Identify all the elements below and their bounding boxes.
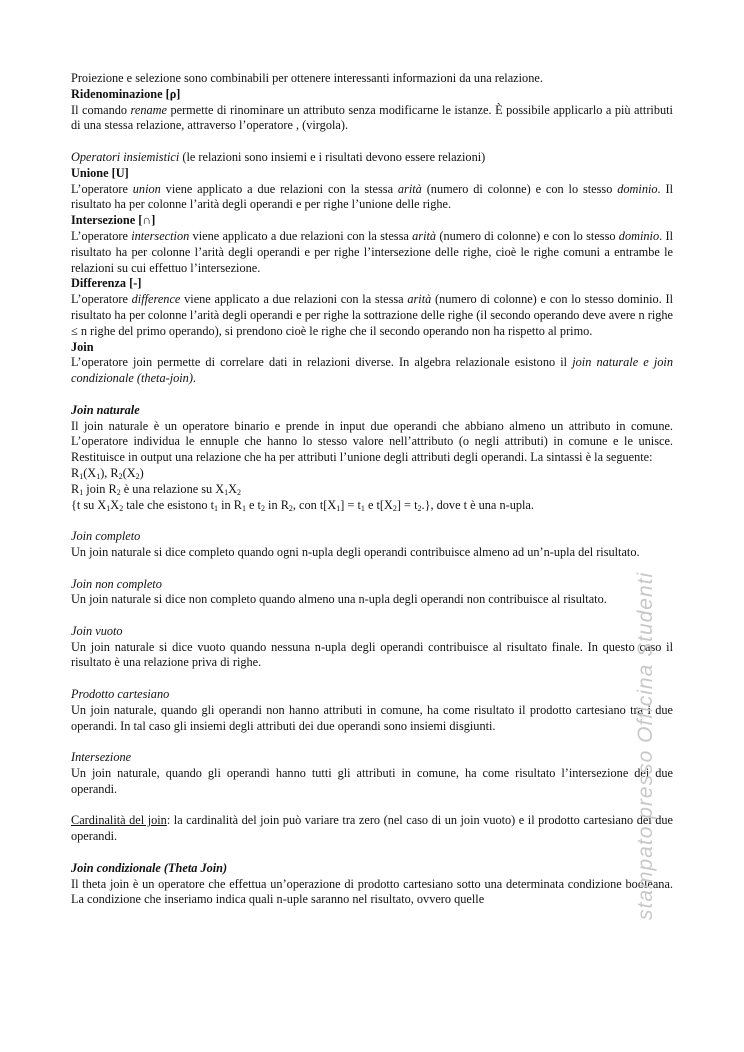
subscript: 1 (336, 503, 341, 513)
formula-text: R (71, 481, 80, 496)
term: arità (407, 292, 432, 307)
document-page (71, 71, 673, 908)
formula-text: e t[X (364, 497, 393, 512)
term: arità (412, 228, 437, 243)
heading-ridenominazione: Ridenominazione [ρ] (71, 86, 181, 101)
heading-intersezione: Intersezione [∩] (71, 213, 156, 228)
subscript: 1 (214, 503, 219, 513)
heading-join-completo: Join completo (71, 529, 141, 544)
term: join naturale e join condizionale (theta-join) (71, 355, 673, 386)
subscript: 1 (79, 487, 84, 497)
paragraph-join-vuoto: Un join naturale si dice vuoto quando nessuna n-upla degli operandi contribuisce al risultato finale. In questo caso il risultato è una relazione priva di righe. (71, 639, 673, 670)
text: L’operatore (71, 292, 132, 307)
heading-differenza: Differenza [-] (71, 276, 142, 291)
formula-join (71, 482, 673, 498)
subscript: 2 (237, 487, 242, 497)
text: . (192, 371, 196, 386)
subscript: 2 (392, 503, 397, 513)
paragraph-join-non-completo: Un join naturale si dice non completo quando almeno una n-upla degli operandi non contribuisce al risultato. (71, 592, 607, 607)
formula-definition (71, 498, 673, 514)
heading-join-naturale: Join naturale (71, 402, 140, 417)
paragraph-cardinalita (71, 813, 673, 845)
subscript: 1 (241, 503, 246, 513)
text: (numero di colonne) e con lo stesso (436, 228, 619, 243)
paragraph-intersezione (71, 229, 673, 276)
subscript: 1 (224, 487, 229, 497)
formula-text: ] = t (340, 497, 361, 512)
formula-text: in R (264, 497, 289, 512)
text: : la cardinalità del join può variare tra zero (nel caso di un join vuoto) e il prodotto cartesiano dei due operandi. (71, 813, 674, 844)
heading-unione: Unione [U] (71, 165, 129, 180)
text: viene applicato a due relazioni con la stessa (180, 292, 408, 307)
paragraph-theta-join: Il theta join è un operatore che effettua un’operazione di prodotto cartesiano sotto una determinata condizione booleana. La condizione che inseriamo indica quali n-uple saranno nel risultato, ovvero quelle (71, 876, 673, 907)
watermark: stampato presso Officina Studenti (634, 571, 657, 920)
text: L’operatore (71, 181, 133, 196)
paragraph-intersezione-join: Un join naturale, quando gli operandi hanno tutti gli attributi in comune, ha come risultato l’intersezione dei due operandi. (71, 766, 673, 796)
formula-text: è una relazione su X (120, 481, 225, 496)
term-operatori-insiemistici: Operatori insiemistici (71, 149, 180, 164)
intro-paragraph: Proiezione e selezione sono combinabili per ottenere interessanti informazioni da una relazione. (71, 71, 543, 85)
text: viene applicato a due relazioni con la stessa (160, 181, 398, 196)
text: . Il risultato ha per colonne l’arità degli operandi e per righe l’intersezione delle righe, cioè le righe comuni a entrambe le relazioni su cui effettuo l’intersezione. (71, 228, 673, 275)
paragraph-join (71, 355, 673, 387)
formula-operands (71, 466, 673, 482)
subscript: 2 (417, 503, 422, 513)
heading-join: Join (71, 339, 94, 354)
term: intersection (131, 228, 190, 243)
formula-text: (X (122, 465, 136, 480)
formula-text: ) (139, 465, 144, 480)
text: (le relazioni sono insiemi e i risultati devono essere relazioni) (179, 149, 486, 164)
formula-text: tale che esistono t (123, 497, 215, 512)
subscript: 1 (96, 471, 101, 481)
heading-theta-join: Join condizionale (Theta Join) (71, 860, 228, 875)
paragraph-join-naturale: Il join naturale è un operatore binario e prende in input due operandi che abbiano almeno un attributo in comune. L’operatore individua le ennuple che hanno lo stesso valore nell’attributo (o negli attributi) in comune e le unisce. Restituisce in output una relazione che ha per attributi l’unione degli attributi degli operandi. La sintassi è la seguente: (71, 418, 673, 465)
term: union (132, 181, 161, 196)
subscript: 1 (360, 503, 365, 513)
subscript: 2 (116, 487, 121, 497)
formula-text: {t su X (71, 497, 107, 512)
formula-text: in R (218, 497, 242, 512)
text: L’operatore (71, 228, 132, 243)
paragraph-join-completo: Un join naturale si dice completo quando ogni n-upla degli operandi contribuisce almeno ad un’n-upla del risultato. (71, 544, 640, 559)
formula-text: X (110, 497, 120, 512)
paragraph-unione (71, 182, 673, 214)
text: (numero di colonne) e con lo stesso dominio. Il risultato ha per colonne l’arità degli operandi e per righe la sottrazione delle righe (il secondo operando deve avere n righe ≤ n righe del primo operando), si prendono cioè le righe che il secondo operando non ha rispetto al primo. (71, 292, 673, 338)
formula-text: join R (83, 481, 117, 496)
subscript: 2 (288, 503, 293, 513)
subscript: 2 (260, 503, 265, 513)
term: dominio (617, 181, 658, 196)
heading-join-vuoto: Join vuoto (71, 623, 123, 638)
text: Il comando (71, 102, 131, 117)
term: arità (397, 181, 422, 196)
text: permette di rinominare un attributo senza modificarne le istanze. È possibile applicarlo a più attributi di una stessa relazione, attraverso l’operatore , (virgola). (71, 102, 673, 133)
text: L’operatore join permette di correlare dati in relazioni diverse. In algebra relazionale esistono il (71, 355, 573, 370)
subscript: 1 (106, 503, 111, 513)
formula-text: e t (245, 497, 261, 512)
subscript: 2 (135, 471, 140, 481)
formula-text: ), R (100, 465, 119, 480)
formula-text: ] = t (396, 497, 418, 512)
term-rename: rename (130, 102, 167, 117)
term: dominio (618, 228, 660, 243)
text: viene applicato a due relazioni con la stessa (189, 228, 413, 243)
formula-text: , con t[X (292, 497, 337, 512)
paragraph-prodotto-cartesiano: Un join naturale, quando gli operandi non hanno attributi in comune, ha come risultato il prodotto cartesiano tra i due operandi. In tal caso gli insiemi degli attributi dei due operandi sono insiemi disgiunti. (71, 702, 673, 733)
formula-text: X (228, 481, 238, 496)
formula-text: R (71, 465, 80, 480)
formula-text: (X (83, 465, 97, 480)
heading-join-non-completo: Join non completo (71, 576, 162, 591)
heading-intersezione-join: Intersezione (71, 750, 132, 765)
text: (numero di colonne) e con lo stesso (421, 181, 618, 196)
paragraph-ridenominazione (71, 103, 673, 135)
paragraph-differenza (71, 292, 673, 339)
formula-text: .}, dove t è una n-upla. (421, 497, 534, 512)
subscript: 2 (118, 471, 123, 481)
subscript: 2 (119, 503, 124, 513)
paragraph-operatori-insiemistici (71, 150, 673, 166)
subscript: 1 (79, 471, 84, 481)
heading-prodotto-cartesiano: Prodotto cartesiano (71, 687, 170, 702)
text: . Il risultato ha per colonne l’arità degli operandi e per righe l’unione delle righe. (71, 181, 673, 212)
term: difference (131, 292, 181, 307)
term-cardinalita: Cardinalità del join (71, 813, 167, 828)
